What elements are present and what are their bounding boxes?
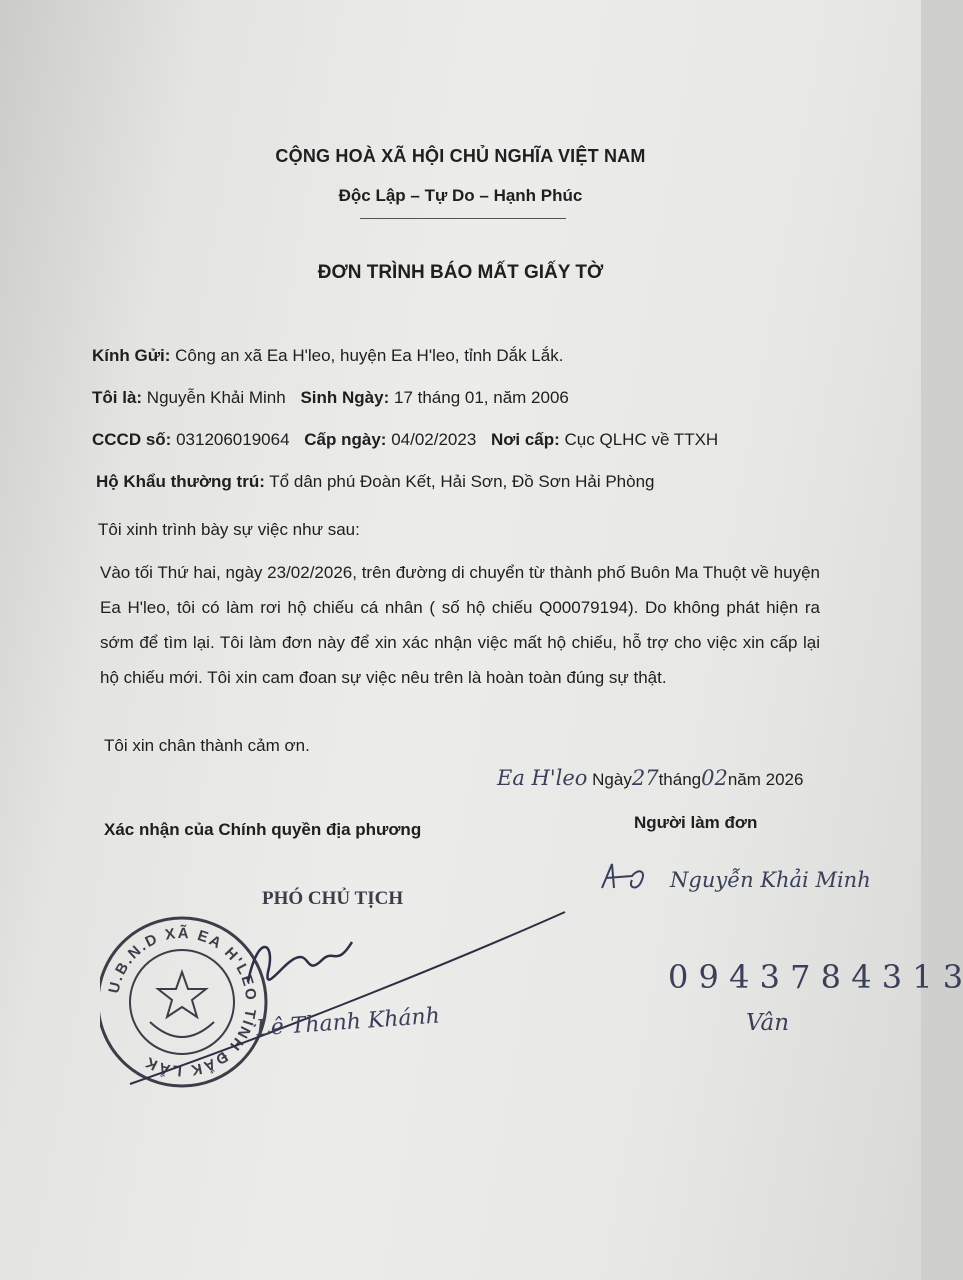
- note-handwritten: Vân: [746, 1010, 790, 1036]
- applicant-signature: [598, 858, 658, 898]
- national-header: CỘNG HOÀ XÃ HỘI CHỦ NGHĨA VIỆT NAM: [275, 146, 646, 166]
- date-day-handwritten: 27: [631, 766, 659, 790]
- id-value: 031206019064: [176, 430, 290, 449]
- recipient-label: Kính Gửi:: [92, 346, 171, 365]
- residence-value: Tổ dân phú Đoàn Kết, Hải Sơn, Đồ Sơn Hải Phòng: [269, 472, 655, 491]
- recipient-value: Công an xã Ea H'leo, huyện Ea H'leo, tỉnh Dắk Lắk.: [175, 346, 564, 365]
- residence-line: [96, 472, 655, 492]
- phone-handwritten: 0 9 4 3 7 8 4 3 1 3: [668, 958, 963, 996]
- id-label: CCCD số:: [92, 430, 172, 449]
- national-motto: Độc Lập – Tự Do – Hạnh Phúc: [338, 186, 583, 205]
- name-line: [92, 388, 569, 408]
- document-title: ĐƠN TRÌNH BÁO MẤT GIẤY TỜ: [317, 262, 604, 283]
- applicant-name-handwritten: Nguyễn Khải Minh: [670, 868, 871, 892]
- name-value: Nguyễn Khải Minh: [146, 388, 286, 407]
- id-line: [92, 430, 718, 450]
- issue-place-value: Cục QLHC về TTXH: [564, 430, 719, 449]
- wheat-emblem-icon: [150, 1022, 214, 1037]
- issue-date-value: 04/02/2023: [391, 430, 477, 449]
- date-ngay-label: Ngày: [592, 770, 632, 789]
- statement-paragraph: Vào tối Thứ hai, ngày 23/02/2026, trên đường di chuyển từ thành phố Buôn Ma Thuột về huyện Ea H'leo, tôi có làm rơi hộ chiếu cá nhân ( số hộ chiếu Q00079194). Do không phát hiện ra sớm để tìm lại. Tôi làm đơn này để xin xác nhận việc mất hộ chiếu, hỗ trợ cho việc xin cấp lại hộ chiếu mới. Tôi xin cam đoan sự việc nêu trên là hoàn toàn đúng sự thật.: [100, 563, 820, 687]
- name-label: Tôi là:: [92, 388, 143, 407]
- date-place-handwritten: Ea H'leo: [497, 766, 588, 790]
- star-emblem-icon: [158, 972, 206, 1017]
- seal-ring-text: U.B.N.D XÃ EA H'LEO TỈNH ĐẮK LẮK: [105, 924, 260, 1080]
- issue-place-label: Nơi cấp:: [491, 430, 560, 449]
- thanks-line: Tôi xin chân thành cảm ơn.: [104, 736, 310, 755]
- motto-underline: [360, 218, 566, 219]
- dob-value: 17 tháng 01, năm 2006: [393, 388, 569, 407]
- date-month-handwritten: 02: [701, 766, 728, 790]
- residence-label: Hộ Khẩu thường trú:: [96, 472, 265, 491]
- intro-line: Tôi xinh trình bày sự việc như sau:: [98, 520, 360, 539]
- seal-title: PHÓ CHỦ TỊCH: [262, 888, 404, 909]
- official-signature: [248, 942, 352, 982]
- seal-inner-ring: [130, 950, 234, 1054]
- local-authority-heading: Xác nhận của Chính quyền địa phương: [104, 820, 422, 839]
- recipient-line: [92, 346, 563, 366]
- applicant-heading: Người làm đơn: [634, 813, 758, 832]
- official-seal-signature: [100, 872, 580, 1092]
- date-thang-label: tháng: [658, 770, 702, 789]
- issue-date-label: Cấp ngày:: [304, 430, 387, 449]
- date-nam-label: năm 2026: [727, 770, 804, 789]
- seal-outer-ring: [100, 918, 266, 1086]
- signer-name-handwritten: Lê Thanh Khánh: [255, 1003, 441, 1042]
- dob-label: Sinh Ngày:: [300, 388, 390, 407]
- date-line: [497, 766, 803, 790]
